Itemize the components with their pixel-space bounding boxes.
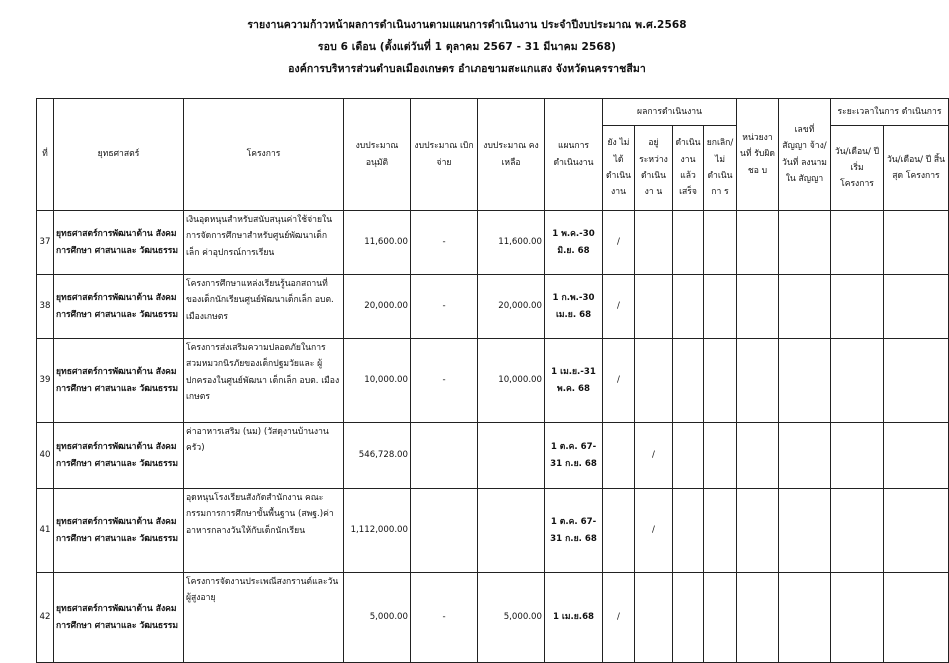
start-cell — [831, 339, 884, 423]
plan-cell: 1 ต.ค. 67-31 ก.ย. 68 — [545, 489, 603, 573]
cancelled-mark — [704, 573, 737, 663]
plan-cell: 1 เม.ย.68 — [545, 573, 603, 663]
cancelled-mark — [704, 423, 737, 489]
approved-cell: 11,600.00 — [344, 211, 411, 275]
completed-mark — [673, 275, 704, 339]
col-header-cancelled: ยกเลิก/ ไม่ ดำเนินกา ร — [704, 126, 737, 211]
col-header-project: โครงการ — [184, 99, 344, 211]
in-progress-mark — [635, 211, 673, 275]
disbursed-cell: - — [411, 275, 478, 339]
in-progress-mark — [635, 339, 673, 423]
in-progress-mark — [635, 275, 673, 339]
col-header-approved: งบประมาณ อนุมัติ — [344, 99, 411, 211]
end-cell — [884, 423, 949, 489]
remaining-cell: 11,600.00 — [478, 211, 545, 275]
row-number: 39 — [37, 339, 54, 423]
completed-mark — [673, 211, 704, 275]
project-cell: โครงการจัดงานประเพณีสงกรานต์และวัน ผู้สูงอายุ — [184, 573, 344, 663]
table-row — [37, 275, 949, 339]
completed-mark — [673, 339, 704, 423]
plan-cell: 1 ต.ค. 67-31 ก.ย. 68 — [545, 423, 603, 489]
col-header-agency: หน่วยงา นที่ รับผิดชอ บ — [737, 99, 779, 211]
col-header-completed: ดำเนิน งาน แล้ว เสร็จ — [673, 126, 704, 211]
approved-cell: 1,112,000.00 — [344, 489, 411, 573]
report-period: รอบ 6 เดือน (ตั้งแต่วันที่ 1 ตุลาคม 2567 - 31 มีนาคม 2568) — [317, 41, 617, 53]
contract-cell — [779, 489, 831, 573]
start-cell — [831, 275, 884, 339]
remaining-cell: 20,000.00 — [478, 275, 545, 339]
contract-cell — [779, 211, 831, 275]
approved-cell: 20,000.00 — [344, 275, 411, 339]
not-started-mark — [603, 423, 635, 489]
row-number: 40 — [37, 423, 54, 489]
start-cell — [831, 489, 884, 573]
row-number: 38 — [37, 275, 54, 339]
col-header-end: วัน/เดือน/ ปี สิ้นสุด โครงการ — [884, 126, 949, 211]
approved-cell: 546,728.00 — [344, 423, 411, 489]
start-cell — [831, 573, 884, 663]
not-started-mark: / — [603, 573, 635, 663]
completed-mark — [673, 489, 704, 573]
in-progress-mark: / — [635, 489, 673, 573]
col-header-not-started: ยัง ไม่ได้ ดำเนิน งาน — [603, 126, 635, 211]
remaining-cell — [478, 489, 545, 573]
cancelled-mark — [704, 489, 737, 573]
row-number: 37 — [37, 211, 54, 275]
table-row — [37, 573, 949, 663]
project-cell: เงินอุดหนุนสำหรับสนับสนุนค่าใช้จ่ายใน การจัดการศึกษาสำหรับศูนย์พัฒนาเด็ก เล็ก ค่าอุปกรณ์การเรียน — [184, 211, 344, 275]
end-cell — [884, 275, 949, 339]
col-header-start: วัน/เดือน/ ปี เริ่ม โครงการ — [831, 126, 884, 211]
col-header-period: ระยะเวลาในการ ดำเนินการ — [831, 99, 949, 126]
contract-cell — [779, 339, 831, 423]
col-header-remaining: งบประมาณ คงเหลือ — [478, 99, 545, 211]
col-header-disbursed: งบประมาณ เบิกจ่าย — [411, 99, 478, 211]
report-title: รายงานความก้าวหน้าผลการดำเนินงานตามแผนการดำเนินงาน ประจำปีงบประมาณ พ.ศ.2568 — [247, 19, 687, 31]
col-header-plan: แผนการ ดำเนินงาน — [545, 99, 603, 211]
col-header-strategy: ยุทธศาสตร์ — [54, 99, 184, 211]
cancelled-mark — [704, 211, 737, 275]
in-progress-mark — [635, 573, 673, 663]
agency-cell — [737, 489, 779, 573]
table-row — [37, 211, 949, 275]
not-started-mark: / — [603, 275, 635, 339]
table-row — [37, 423, 949, 489]
project-cell: โครงการส่งเสริมความปลอดภัยในการ สวมหมวกนิรภัยของเด็กปฐมวัยและ ผู้ปกครองในศูนย์พัฒนา เด็กเล็ก อบต. เมืองเกษตร — [184, 339, 344, 423]
row-number: 41 — [37, 489, 54, 573]
end-cell — [884, 339, 949, 423]
completed-mark — [673, 573, 704, 663]
plan-cell: 1 พ.ค.-30 มิ.ย. 68 — [545, 211, 603, 275]
plan-cell: 1 ก.พ.-30 เม.ย. 68 — [545, 275, 603, 339]
approved-cell: 5,000.00 — [344, 573, 411, 663]
disbursed-cell: - — [411, 339, 478, 423]
agency-cell — [737, 211, 779, 275]
strategy-cell: ยุทธศาสตร์การพัฒนาด้าน สังคม การศึกษา ศาสนาและ วัฒนธรรม — [54, 339, 184, 423]
agency-cell — [737, 573, 779, 663]
col-header-results: ผลการดำเนินงาน — [603, 99, 737, 126]
end-cell — [884, 573, 949, 663]
project-cell: ค่าอาหารเสริม (นม) (วัสดุงานบ้านงาน ครัว) — [184, 423, 344, 489]
table-row — [37, 339, 949, 423]
not-started-mark — [603, 489, 635, 573]
progress-table — [36, 98, 949, 663]
project-cell: โครงการศึกษาแหล่งเรียนรู้นอกสถานที่ ของเด็กนักเรียนศูนย์พัฒนาเด็กเล็ก อบต. เมืองเกษตร — [184, 275, 344, 339]
agency-cell — [737, 275, 779, 339]
strategy-cell: ยุทธศาสตร์การพัฒนาด้าน สังคม การศึกษา ศาสนาและ วัฒนธรรม — [54, 275, 184, 339]
cancelled-mark — [704, 339, 737, 423]
end-cell — [884, 211, 949, 275]
row-number: 42 — [37, 573, 54, 663]
plan-cell: 1 เม.ย.-31 พ.ค. 68 — [545, 339, 603, 423]
in-progress-mark: / — [635, 423, 673, 489]
disbursed-cell: - — [411, 211, 478, 275]
end-cell — [884, 489, 949, 573]
disbursed-cell — [411, 423, 478, 489]
disbursed-cell: - — [411, 573, 478, 663]
col-header-contract: เลขที่ สัญญา จ้าง/วันที่ ลงนามใน สัญญา — [779, 99, 831, 211]
contract-cell — [779, 423, 831, 489]
approved-cell: 10,000.00 — [344, 339, 411, 423]
agency-cell — [737, 423, 779, 489]
project-cell: อุดหนุนโรงเรียนสังกัดสำนักงาน คณะกรรมการการศึกษาขั้นพื้นฐาน (สพฐ.)ค่าอาหารกลางวันให้กับเด็กนักเรียน — [184, 489, 344, 573]
strategy-cell: ยุทธศาสตร์การพัฒนาด้าน สังคม การศึกษา ศาสนาและ วัฒนธรรม — [54, 573, 184, 663]
col-header-no: ที่ — [37, 99, 54, 211]
agency-cell — [737, 339, 779, 423]
strategy-cell: ยุทธศาสตร์การพัฒนาด้าน สังคม การศึกษา ศาสนาและ วัฒนธรรม — [54, 489, 184, 573]
start-cell — [831, 423, 884, 489]
disbursed-cell — [411, 489, 478, 573]
not-started-mark: / — [603, 339, 635, 423]
strategy-cell: ยุทธศาสตร์การพัฒนาด้าน สังคม การศึกษา ศาสนาและ วัฒนธรรม — [54, 211, 184, 275]
col-header-in-progress: อยู่ ระหว่าง ดำเนินงา น — [635, 126, 673, 211]
contract-cell — [779, 275, 831, 339]
report-organization: องค์การบริหารส่วนตำบลเมืองเกษตร อำเภอขามสะแกแสง จังหวัดนครราชสีมา — [288, 63, 646, 75]
table-header-row — [37, 99, 949, 126]
remaining-cell: 10,000.00 — [478, 339, 545, 423]
start-cell — [831, 211, 884, 275]
contract-cell — [779, 573, 831, 663]
strategy-cell: ยุทธศาสตร์การพัฒนาด้าน สังคม การศึกษา ศาสนาและ วัฒนธรรม — [54, 423, 184, 489]
remaining-cell: 5,000.00 — [478, 573, 545, 663]
remaining-cell — [478, 423, 545, 489]
table-row — [37, 489, 949, 573]
not-started-mark: / — [603, 211, 635, 275]
completed-mark — [673, 423, 704, 489]
cancelled-mark — [704, 275, 737, 339]
